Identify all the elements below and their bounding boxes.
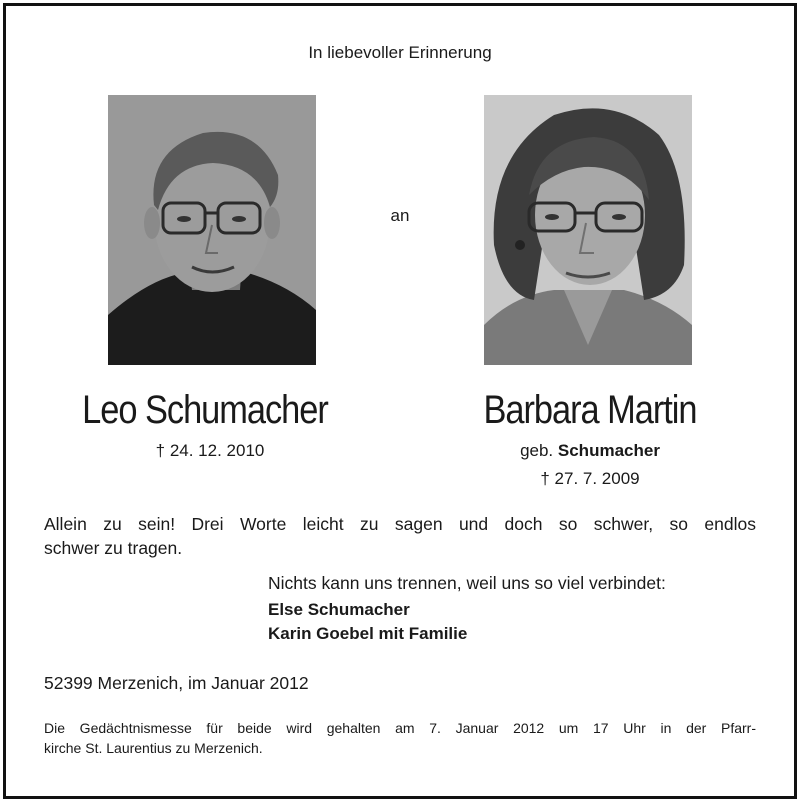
person1-name: Leo Schumacher xyxy=(82,388,328,432)
signatory-1: Else Schumacher xyxy=(268,600,410,619)
portrait-barbara-image xyxy=(484,95,692,365)
mass-notice-line-1: Die Gedächtnismesse für beide wird gehalten am 7. Januar 2012 um 17 Uhr in der Pfarr- xyxy=(44,720,756,736)
closing-sentence: Nichts kann uns trennen, weil uns so viel verbindet: xyxy=(268,573,666,593)
portrait-photo-leo xyxy=(108,95,316,365)
quote-line-1: Allein zu sein! Drei Worte leicht zu sagen und doch so schwer, so endlos xyxy=(44,514,756,534)
birth-name: Schumacher xyxy=(557,441,660,460)
quote-line-2: schwer zu tragen. xyxy=(44,538,183,558)
person2-death-date: † 27. 7. 2009 xyxy=(540,469,640,488)
connector-text: an xyxy=(390,206,410,225)
signatories xyxy=(268,598,467,646)
mass-notice-line-2: kirche St. Laurentius zu Merzenich. xyxy=(44,740,263,756)
mass-notice xyxy=(44,718,756,758)
portrait-photo-barbara xyxy=(484,95,692,365)
person1-death-date: † 24. 12. 2010 xyxy=(155,441,265,460)
person2-name: Barbara Martin xyxy=(483,388,697,432)
birth-prefix: geb. xyxy=(520,441,554,460)
person2-birth-name-line xyxy=(430,441,750,461)
place-and-date: 52399 Merzenich, im Januar 2012 xyxy=(44,673,309,693)
portrait-leo-image xyxy=(108,95,316,365)
signatory-2: Karin Goebel mit Familie xyxy=(268,624,468,643)
notice-header: In liebevoller Erinnerung xyxy=(308,43,492,62)
quote-text xyxy=(44,512,756,560)
